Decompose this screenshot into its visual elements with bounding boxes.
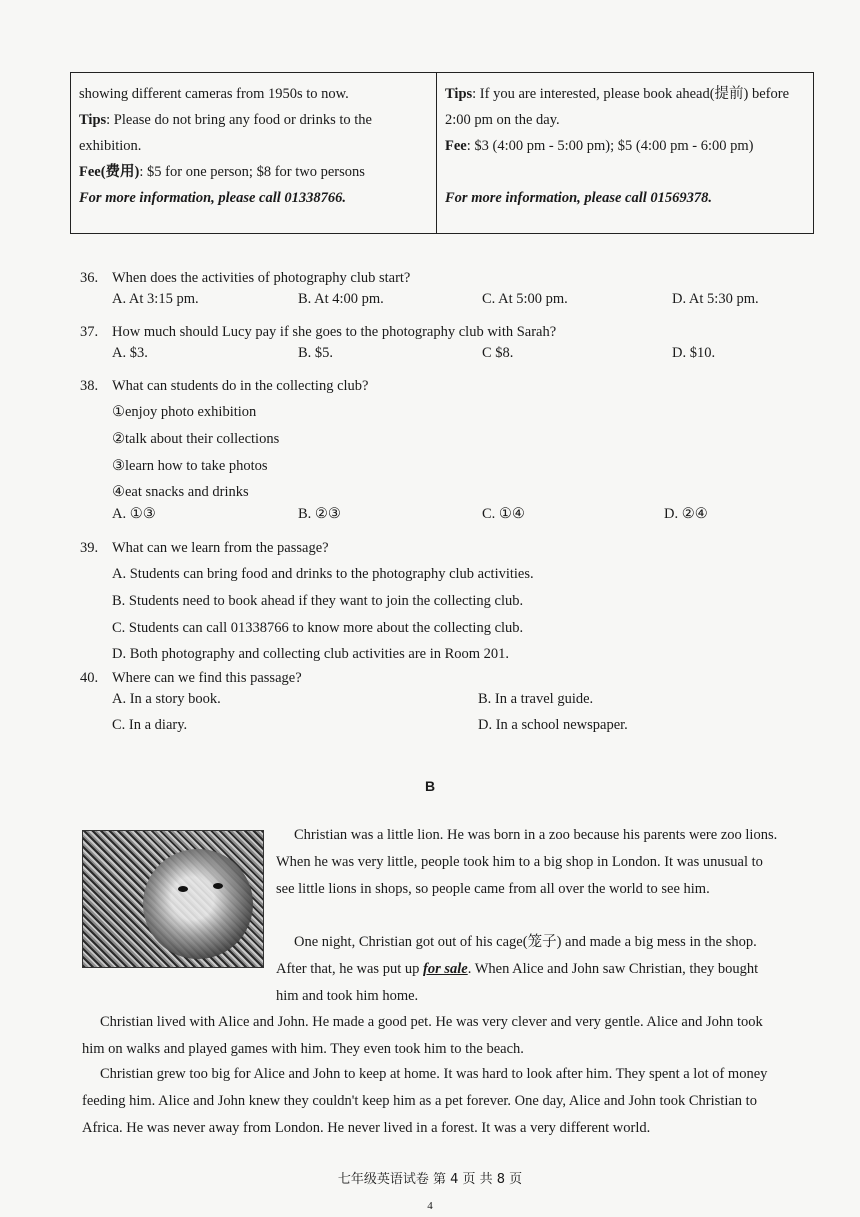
option-b[interactable]: B. ②③ xyxy=(298,506,341,523)
question-number: 36. xyxy=(80,270,99,286)
notice-left-tips xyxy=(79,107,428,159)
option-c[interactable]: C. At 5:00 pm. xyxy=(482,291,568,307)
question-text: When does the activities of photography club start? xyxy=(112,270,411,286)
fee-label: Fee xyxy=(445,138,467,154)
story-text: . When Alice and John saw Christian, they bought him and took him home. xyxy=(276,960,759,1004)
fee-label: Fee(费用) xyxy=(79,164,140,180)
option-d[interactable]: D. ②④ xyxy=(664,506,708,523)
emphasized-phrase: for sale xyxy=(422,960,468,977)
notice-left-fee xyxy=(79,159,428,185)
notice-table xyxy=(70,72,814,234)
option-a[interactable]: A. Students can bring food and drinks to the photography club activities. xyxy=(112,566,534,582)
choice-item: ②talk about their collections xyxy=(112,430,280,447)
question-39 xyxy=(80,535,800,668)
lion-face xyxy=(143,849,253,959)
story-paragraph: Christian was a little lion. He was born in a zoo because his parents were zoo lions. When he was very little, people took him to a big shop in London. It was unusual to see little lions in shops, so people came from all over the world to see him. xyxy=(276,827,778,897)
option-d[interactable]: D. In a school newspaper. xyxy=(478,717,628,733)
fee-text: : $3 (4:00 pm - 5:00 pm); $5 (4:00 pm - 6:00 pm) xyxy=(466,138,754,154)
notice-right-tips xyxy=(445,81,805,133)
page-footer: 七年级英语试卷 第 4 页 共 8 页 xyxy=(337,1172,523,1187)
story-paragraph xyxy=(276,929,784,1009)
lion-photo xyxy=(82,830,264,968)
story-paragraph-1-wrap xyxy=(276,822,784,902)
option-d[interactable]: D. $10. xyxy=(672,345,716,361)
choice-item: ④eat snacks and drinks xyxy=(112,484,249,501)
choice-item: ③learn how to take photos xyxy=(112,457,268,474)
notice-left-info: For more information, please call 01338766. xyxy=(79,190,347,206)
question-number: 38. xyxy=(80,378,99,394)
tips-label: Tips xyxy=(445,86,473,102)
option-b[interactable]: B. In a travel guide. xyxy=(478,691,594,707)
option-c[interactable]: C $8. xyxy=(482,345,514,361)
tips-text: : If you are interested, please book ahead(提前) before 2:00 pm on the day. xyxy=(445,86,790,128)
option-b[interactable]: B. $5. xyxy=(298,345,334,361)
notice-left-line1: showing different cameras from 1950s to now. xyxy=(79,86,349,102)
tips-text: : Please do not bring any food or drinks to the exhibition. xyxy=(79,112,372,154)
option-a[interactable]: A. ①③ xyxy=(112,506,156,523)
tips-label: Tips xyxy=(79,112,107,128)
story-text: One night, Christian got out of his cage(笼子) and made a big mess in the shop. After that, he was put up xyxy=(276,934,757,977)
option-d[interactable]: D. Both photography and collecting club activities are in Room 201. xyxy=(112,646,510,663)
question-number: 37. xyxy=(80,324,99,340)
notice-right-fee xyxy=(445,133,805,159)
option-a[interactable]: A. At 3:15 pm. xyxy=(112,291,199,307)
question-text: Where can we find this passage? xyxy=(112,670,302,686)
option-a[interactable]: A. $3. xyxy=(112,345,148,361)
notice-left-column xyxy=(71,73,437,233)
option-b[interactable]: B. Students need to book ahead if they want to join the collecting club. xyxy=(112,592,524,609)
story-paragraph: Christian grew too big for Alice and John to keep at home. It was hard to look after him. They spent a lot of money feeding him. Alice and John knew they couldn't keep him as a pet forever. One day, Alice and John took Christian to Africa. He was never away from London. He never lived in a forest. It was a very different world. xyxy=(82,1066,768,1136)
story-paragraph-4-wrap xyxy=(82,1061,782,1141)
option-b[interactable]: B. At 4:00 pm. xyxy=(298,291,384,307)
question-40 xyxy=(80,665,800,743)
notice-right-info: For more information, please call 01569378. xyxy=(445,190,713,206)
option-a[interactable]: A. In a story book. xyxy=(112,691,221,707)
story-paragraph: Christian lived with Alice and John. He made a good pet. He was very clever and very gentle. Alice and John took him on walks and played games with him. They even took him to the beach. xyxy=(82,1014,763,1057)
choice-item: ①enjoy photo exhibition xyxy=(112,404,257,420)
lion-eye xyxy=(178,886,188,892)
option-c[interactable]: C. Students can call 01338766 to know more about the collecting club. xyxy=(112,619,524,636)
question-text: What can we learn from the passage? xyxy=(112,540,329,556)
question-38 xyxy=(80,373,800,532)
fee-text: : $5 for one person; $8 for two persons xyxy=(139,164,365,180)
story-paragraph-3-wrap xyxy=(82,1009,782,1063)
section-heading: B xyxy=(424,778,436,794)
question-36 xyxy=(80,265,800,317)
question-number: 40. xyxy=(80,670,99,686)
question-number: 39. xyxy=(80,540,99,556)
notice-right-column xyxy=(437,73,813,233)
question-37 xyxy=(80,319,800,371)
option-d[interactable]: D. At 5:30 pm. xyxy=(672,291,759,307)
lion-eye xyxy=(213,883,223,889)
story-paragraph-2-wrap xyxy=(276,929,784,1009)
page-number: 4 xyxy=(427,1200,433,1212)
option-c[interactable]: C. In a diary. xyxy=(112,717,188,733)
question-text: What can students do in the collecting club? xyxy=(112,378,369,394)
option-c[interactable]: C. ①④ xyxy=(482,506,525,523)
question-text: How much should Lucy pay if she goes to the photography club with Sarah? xyxy=(112,324,557,340)
